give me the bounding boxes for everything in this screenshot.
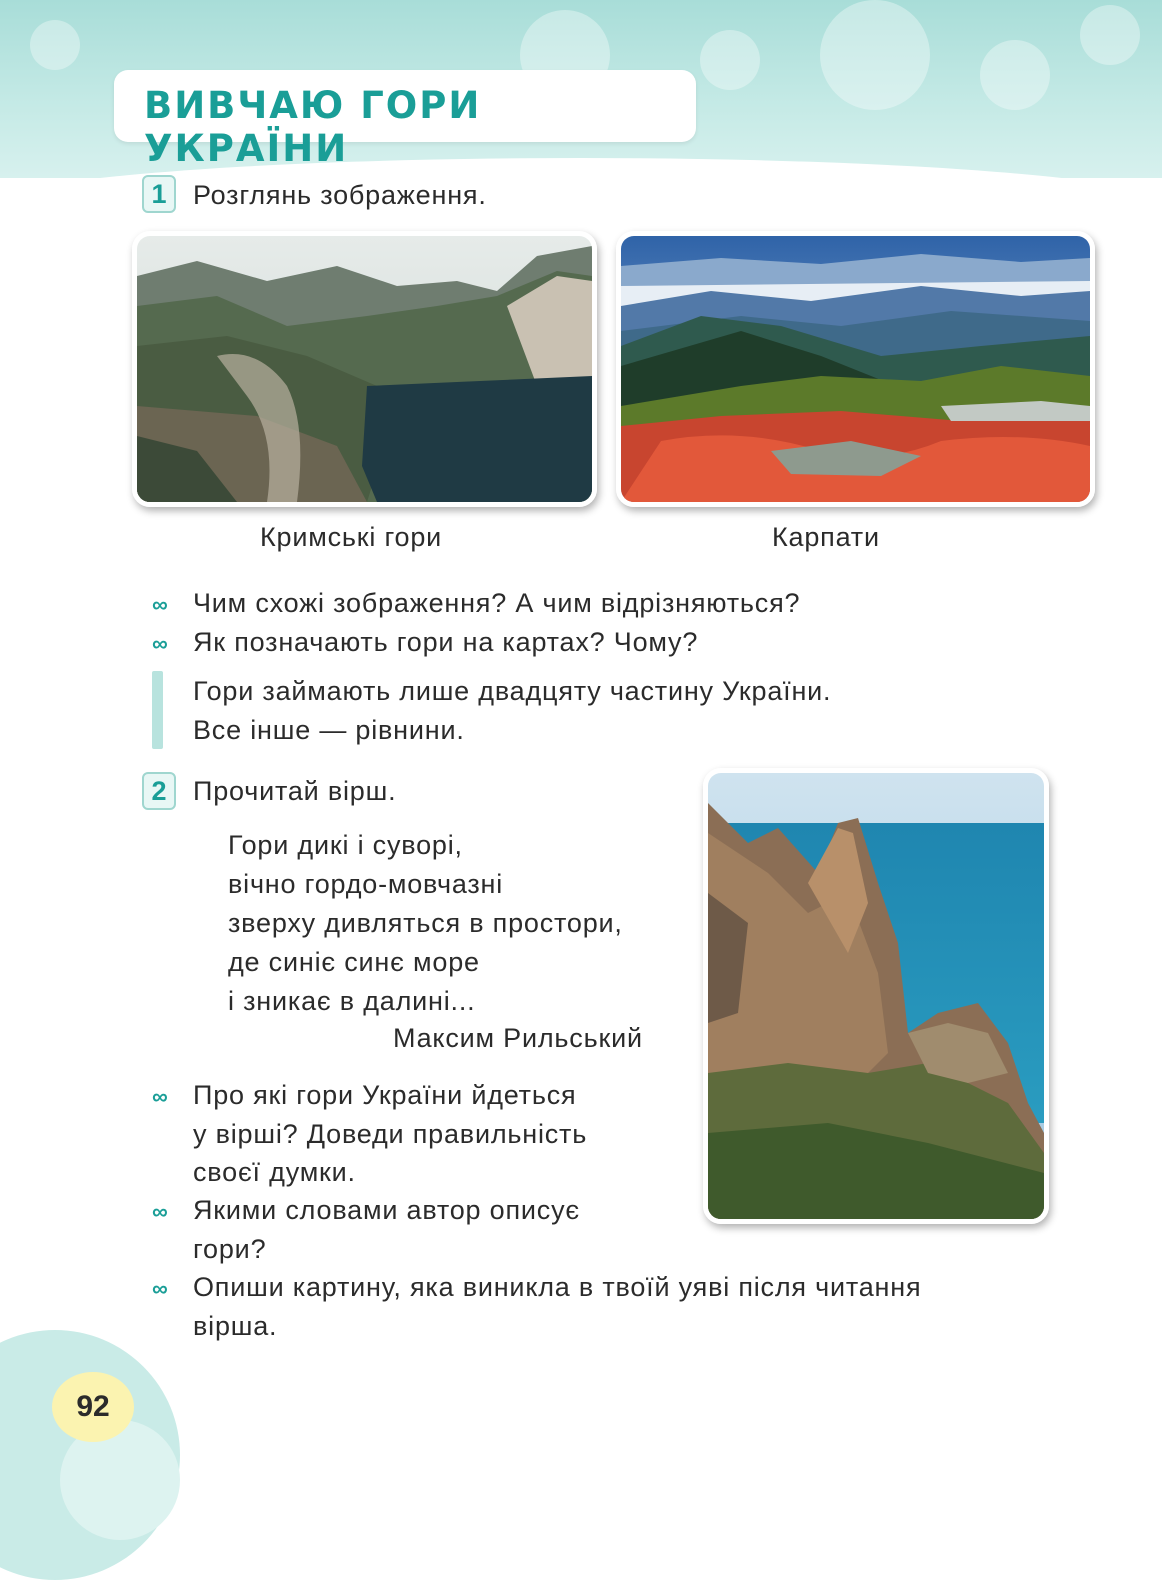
infinity-bullet-icon: ∞ [152, 1199, 168, 1224]
task-number-badge: 2 [142, 772, 176, 810]
question-text: Опиши картину, яка виникла в твоїй уяві після читання [193, 1272, 922, 1302]
task-number-badge: 1 [142, 175, 176, 213]
question-text: своєї думки. [193, 1157, 356, 1187]
task-instruction: Прочитай вірш. [193, 776, 397, 806]
infinity-bullet-icon: ∞ [152, 592, 168, 617]
question-text: Як позначають гори на картах? Чому? [193, 627, 699, 657]
question-text: Якими словами автор описує [193, 1195, 580, 1225]
photo-caption-carpathians: Карпати [772, 522, 880, 552]
decor-bubble [30, 20, 80, 70]
note-marker [152, 671, 163, 749]
infinity-bullet-icon: ∞ [152, 1276, 168, 1301]
question-text: у вірші? Доведи правильність [193, 1119, 588, 1149]
crimean-mountains-photo [132, 231, 597, 507]
poem-author: Максим Рильський [393, 1023, 643, 1053]
infinity-bullet-icon: ∞ [152, 631, 168, 656]
sea-cliffs-photo [703, 768, 1049, 1224]
decor-bubble [1080, 5, 1140, 65]
decor-bubble [980, 40, 1050, 110]
task-instruction: Розглянь зображення. [193, 180, 487, 210]
decor-bubble [820, 0, 930, 110]
title-box [114, 70, 696, 170]
poem-line: вічно гордо-мовчазні [228, 869, 504, 899]
poem-line: Гори дикі і суворі, [228, 830, 463, 860]
carpathians-photo [616, 231, 1095, 507]
question-text: Чим схожі зображення? А чим відрізняються? [193, 588, 801, 618]
question-text: гори? [193, 1234, 267, 1264]
page-title: ВИВЧАЮ ГОРИ УКРАЇНИ [144, 84, 482, 170]
question-text: вірша. [193, 1311, 278, 1341]
infinity-bullet-icon: ∞ [152, 1084, 168, 1109]
decor-bubble [700, 30, 760, 90]
question-text: Про які гори України йдеться [193, 1080, 577, 1110]
note-text: Гори займають лише двадцяту частину України. [193, 676, 832, 706]
poem-line: зверху дивляться в простори, [228, 908, 623, 938]
note-text: Все інше — рівнини. [193, 715, 465, 745]
poem-line: і зникає в далині... [228, 986, 476, 1016]
page-number: 92 [52, 1372, 134, 1442]
photo-caption-crimean: Кримські гори [260, 522, 443, 552]
poem-line: де синіє синє море [228, 947, 480, 977]
